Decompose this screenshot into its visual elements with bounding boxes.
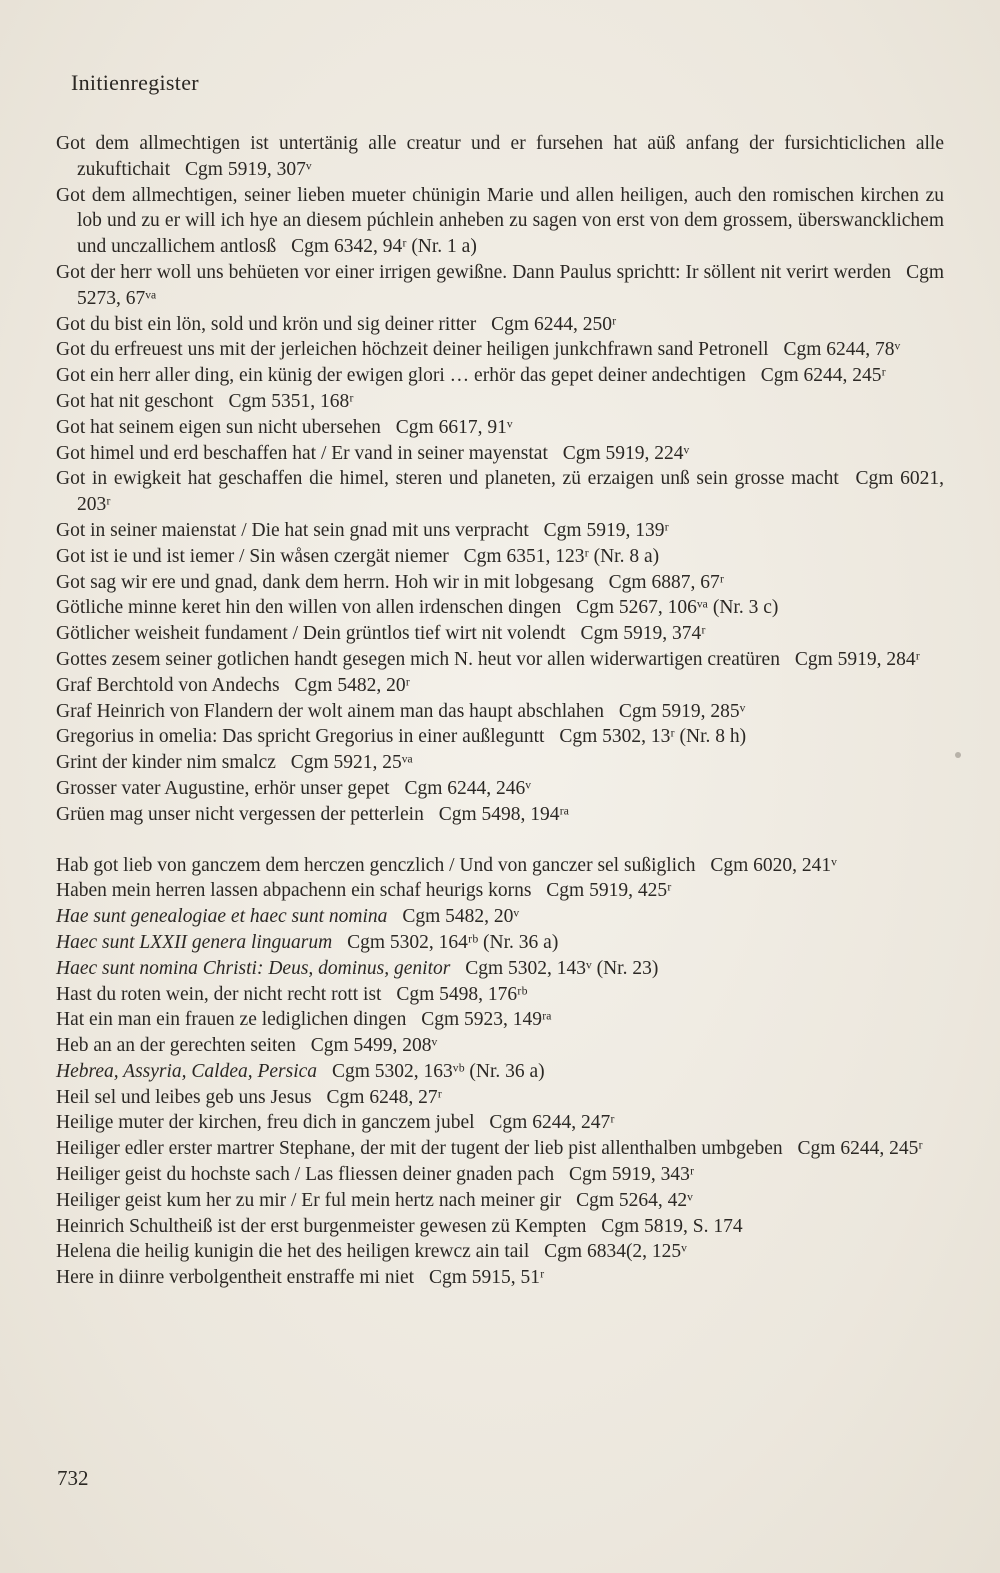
- index-entry: [56, 389, 944, 415]
- index-entry: [56, 699, 944, 725]
- entry-reference: Cgm 5919, 285ᵛ: [618, 700, 746, 722]
- index-entry: [56, 1136, 944, 1162]
- entry-reference: Cgm 5919, 307ᵛ: [185, 158, 312, 180]
- entry-reference: Cgm 5919, 425ʳ: [546, 880, 672, 902]
- index-entry: [56, 570, 944, 596]
- entry-reference: Cgm 6248, 27ʳ: [326, 1086, 442, 1108]
- entry-reference: Cgm 5302, 163ᵛᵇ (Nr. 36 a): [331, 1060, 545, 1082]
- entry-reference: Cgm 6244, 245ʳ: [797, 1138, 923, 1160]
- index-entry: [56, 1188, 944, 1214]
- entry-reference: Cgm 6244, 246ᵛ: [404, 777, 531, 799]
- entry-incipit: Götliche minne keret hin den willen von allen irdenschen dingen: [56, 597, 562, 619]
- index-entry: [56, 312, 944, 338]
- entry-incipit: Hebrea, Assyria, Caldea, Persica: [56, 1060, 318, 1082]
- entry-reference: Cgm 6244, 250ʳ: [491, 313, 617, 335]
- entry-incipit: Grint der kinder nim smalcz: [56, 752, 276, 774]
- entry-incipit: Got in ewigkeit hat geschaffen die himel, steren und planeten, zü erzaigen unß sein grosse macht: [56, 468, 839, 490]
- entry-reference: Cgm 5267, 106ᵛᵃ (Nr. 3 c): [576, 597, 779, 619]
- entry-reference: Cgm 5919, 374ʳ: [580, 623, 706, 645]
- entry-incipit: Hab got lieb von ganczem dem herczen genczlich / Und von ganczer sel sußiglich: [56, 854, 696, 876]
- entry-incipit: Heiliger geist kum her zu mir / Er ful mein hertz nach meiner gir: [56, 1189, 562, 1211]
- entry-reference: Cgm 6351, 123ʳ (Nr. 8 a): [463, 545, 660, 567]
- entry-reference: Cgm 5482, 20ᵛ: [402, 906, 520, 928]
- entry-reference: Cgm 6021, 203ʳ: [77, 468, 945, 516]
- index-entry: [56, 878, 944, 904]
- index-entry: [56, 956, 944, 982]
- index-entry: [56, 647, 944, 673]
- running-header: Initienregister: [71, 70, 199, 95]
- index-entry: [56, 1059, 944, 1085]
- index-entry: [56, 415, 944, 441]
- index-entry: [56, 1007, 944, 1033]
- entry-reference: Cgm 5482, 20ʳ: [294, 674, 410, 696]
- entry-incipit: Got dem allmechtigen ist untertänig alle creatur und er fursehen hat aüß anfang der fursichticlichen alle zukuftichait: [56, 133, 944, 180]
- entry-incipit: Heiliger geist du hochste sach / Las fliessen deiner gnaden pach: [56, 1164, 555, 1186]
- entry-reference: Cgm 6020, 241ᵛ: [710, 854, 837, 876]
- entry-incipit: Haec sunt nomina Christi: Deus, dominus, genitor: [56, 957, 451, 979]
- entry-incipit: Got ist ie und ist iemer / Sin wåsen czergät niemer: [56, 545, 449, 567]
- entry-incipit: Here in diinre verbolgentheit enstraffe mi niet: [56, 1267, 415, 1289]
- index-entry: [56, 131, 944, 183]
- entry-reference: Cgm 6342, 94ʳ (Nr. 1 a): [291, 236, 477, 258]
- entry-incipit: Got hat nit geschont: [56, 390, 214, 412]
- index-entry: [56, 260, 944, 312]
- entry-incipit: Got hat seinem eigen sun nicht ubersehen: [56, 416, 381, 438]
- index-entry: [56, 853, 944, 879]
- index-entry: [56, 750, 944, 776]
- entry-incipit: Heb an an der gerechten seiten: [56, 1035, 296, 1057]
- entry-reference: Cgm 5919, 139ʳ: [543, 519, 669, 541]
- index-entry: [56, 982, 944, 1008]
- entry-reference: Cgm 5923, 149ʳᵃ: [421, 1009, 552, 1031]
- entry-reference: Cgm 5273, 67ᵛᵃ: [77, 261, 945, 309]
- index-entry: [56, 621, 944, 647]
- entry-incipit: Haec sunt LXXII genera linguarum: [56, 931, 333, 953]
- index-entry: [56, 183, 944, 260]
- entry-incipit: Hae sunt genealogiae et haec sunt nomina: [56, 906, 388, 928]
- entry-incipit: Grosser vater Augustine, erhör unser gepet: [56, 777, 390, 799]
- index-entry: [56, 1162, 944, 1188]
- entry-reference: Cgm 5351, 168ʳ: [228, 390, 354, 412]
- entry-reference: Cgm 6887, 67ʳ: [608, 571, 724, 593]
- entry-incipit: Heiliger edler erster martrer Stephane, der mit der tugent der lieb pist allenthalben umbgeben: [56, 1138, 783, 1160]
- entry-incipit: Got du erfreuest uns mit der jerleichen höchzeit deiner heiligen junkchfrawn sand Petronell: [56, 339, 769, 361]
- entry-incipit: Hast du roten wein, der nicht recht rott ist: [56, 983, 382, 1005]
- entry-incipit: Got dem allmechtigen, seiner lieben mueter chünigin Marie und allen heiligen, auch den romischen kirchen zu lob und zu er will ich hye an diesem púchlein anheben zu sagen von erst von dem grossem, überswancklichem und unczallichem antlosß: [56, 184, 944, 258]
- entry-reference: Cgm 6244, 78ᵛ: [783, 339, 901, 361]
- entry-incipit: Graf Heinrich von Flandern der wolt ainem man das haupt abschlahen: [56, 700, 604, 722]
- entry-reference: Cgm 6617, 91ᵛ: [395, 416, 513, 438]
- entry-incipit: Heilige muter der kirchen, freu dich in ganczem jubel: [56, 1112, 475, 1134]
- entry-reference: Cgm 5915, 51ʳ: [428, 1267, 545, 1289]
- entry-reference: Cgm 5302, 13ʳ (Nr. 8 h): [559, 726, 747, 748]
- entry-reference: Cgm 5919, 284ʳ: [794, 648, 920, 670]
- incipit-list: [56, 131, 944, 1291]
- index-entry: [56, 1265, 944, 1291]
- entry-reference: Cgm 5819, S. 174: [601, 1215, 743, 1237]
- entry-incipit: Got ein herr aller ding, ein künig der ewigen glori … erhör das gepet deiner andechtigen: [56, 365, 746, 387]
- index-entry: [56, 904, 944, 930]
- entry-incipit: Helena die heilig kunigin die het des heiligen krewcz ain tail: [56, 1241, 530, 1263]
- entry-incipit: Heil sel und leibes geb uns Jesus: [56, 1086, 312, 1108]
- entry-incipit: Got der herr woll uns behüeten vor einer irrigen gewißne. Dann Paulus sprichtt: Ir söllent nit verirt werden: [56, 261, 891, 283]
- entry-reference: Cgm 5921, 25ᵛᵃ: [290, 752, 413, 774]
- entry-reference: Cgm 5498, 194ʳᵃ: [438, 803, 570, 825]
- index-entry: [56, 544, 944, 570]
- index-entry: [56, 1214, 944, 1240]
- index-entry: [56, 595, 944, 621]
- entry-incipit: Hat ein man ein frauen ze lediglichen dingen: [56, 1009, 407, 1031]
- entry-reference: Cgm 6244, 247ʳ: [489, 1112, 615, 1134]
- entry-reference: Cgm 6244, 245ʳ: [760, 365, 886, 387]
- entry-reference: Cgm 5302, 164ʳᵇ (Nr. 36 a): [347, 931, 559, 953]
- entry-incipit: Heinrich Schultheiß ist der erst burgenmeister gewesen zü Kempten: [56, 1215, 587, 1237]
- index-entry: [56, 673, 944, 699]
- entry-incipit: Got du bist ein lön, sold und krön und sig deiner ritter: [56, 313, 477, 335]
- entry-incipit: Haben mein herren lassen abpachenn ein schaf heurigs korns: [56, 880, 532, 902]
- index-entry: [56, 466, 944, 518]
- index-entry: [56, 776, 944, 802]
- index-entry: [56, 518, 944, 544]
- index-entry: [56, 802, 944, 828]
- entry-reference: Cgm 6834(2, 125ᵛ: [544, 1241, 687, 1263]
- entry-incipit: Götlicher weisheit fundament / Dein grüntlos tief wirt nit volendt: [56, 623, 566, 645]
- entry-incipit: Got himel und erd beschaffen hat / Er vand in seiner mayenstat: [56, 442, 548, 464]
- index-entry: [56, 930, 944, 956]
- index-entry: [56, 1110, 944, 1136]
- entry-incipit: Grüen mag unser nicht vergessen der petterlein: [56, 803, 424, 825]
- entry-incipit: Gregorius in omelia: Das spricht Gregorius in einer außleguntt: [56, 726, 545, 748]
- index-entry: [56, 337, 944, 363]
- entry-incipit: Gottes zesem seiner gotlichen handt gesegen mich N. heut vor allen widerwartigen creatüren: [56, 648, 780, 670]
- entry-incipit: Got sag wir ere und gnad, dank dem herrn. Hoh wir in mit lobgesang: [56, 571, 594, 593]
- entry-reference: Cgm 5498, 176ʳᵇ: [396, 983, 528, 1005]
- index-entry: [56, 1033, 944, 1059]
- index-entry: [56, 1085, 944, 1111]
- paper-speck: [955, 752, 961, 758]
- index-entry: [56, 363, 944, 389]
- entry-reference: Cgm 5264, 42ᵛ: [576, 1189, 693, 1211]
- entry-incipit: Got in seiner maienstat / Die hat sein gnad mit uns verpracht: [56, 519, 529, 541]
- index-entry: [56, 441, 944, 467]
- entry-reference: Cgm 5499, 208ᵛ: [310, 1035, 438, 1057]
- entry-incipit: Graf Berchtold von Andechs: [56, 674, 280, 696]
- entry-reference: Cgm 5919, 343ʳ: [569, 1164, 695, 1186]
- index-entry: [56, 1239, 944, 1265]
- entry-reference: Cgm 5919, 224ᵛ: [562, 442, 690, 464]
- entry-reference: Cgm 5302, 143ᵛ (Nr. 23): [465, 957, 659, 979]
- page-number: 732: [57, 1466, 89, 1490]
- index-entry: [56, 724, 944, 750]
